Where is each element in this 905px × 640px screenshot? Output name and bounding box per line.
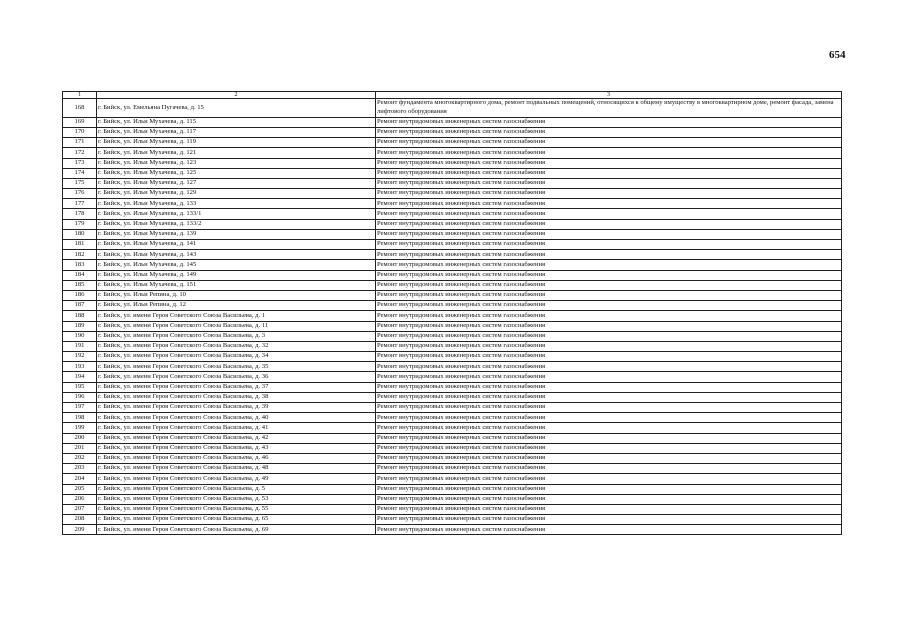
row-work-type: Ремонт внутридомовых инженерных систем газоснабжения bbox=[376, 189, 842, 199]
row-work-type: Ремонт внутридомовых инженерных систем газоснабжения bbox=[376, 158, 842, 168]
row-address: г. Бийск, ул. имени Героя Советского Союза Васильева, д. 35 bbox=[97, 362, 376, 372]
row-number: 189 bbox=[63, 321, 97, 331]
row-work-type: Ремонт внутридомовых инженерных систем газоснабжения bbox=[376, 352, 842, 362]
row-address: г. Бийск, ул. имени Героя Советского Союза Васильева, д. 38 bbox=[97, 392, 376, 402]
table-row bbox=[63, 372, 842, 382]
row-number: 183 bbox=[63, 260, 97, 270]
row-number: 201 bbox=[63, 443, 97, 453]
row-number: 191 bbox=[63, 341, 97, 351]
row-work-type: Ремонт внутридомовых инженерных систем газоснабжения bbox=[376, 504, 842, 514]
row-address: г. Бийск, ул. имени Героя Советского Союза Васильева, д. 55 bbox=[97, 504, 376, 514]
row-number: 169 bbox=[63, 117, 97, 127]
row-work-type: Ремонт внутридомовых инженерных систем газоснабжения bbox=[376, 341, 842, 351]
table-row bbox=[63, 219, 842, 229]
page-number: 654 bbox=[829, 49, 846, 61]
table-row bbox=[63, 362, 842, 372]
row-number: 202 bbox=[63, 453, 97, 463]
table-row bbox=[63, 311, 842, 321]
table-row bbox=[63, 525, 842, 535]
table-row bbox=[63, 453, 842, 463]
table-row bbox=[63, 260, 842, 270]
row-number: 175 bbox=[63, 178, 97, 188]
row-address: г. Бийск, ул. имени Героя Советского Союза Васильева, д. 5 bbox=[97, 484, 376, 494]
table-row bbox=[63, 403, 842, 413]
row-address: г. Бийск, ул. имени Героя Советского Союза Васильева, д. 42 bbox=[97, 433, 376, 443]
table-row bbox=[63, 464, 842, 474]
row-number: 192 bbox=[63, 352, 97, 362]
row-address: г. Бийск, ул. имени Героя Советского Союза Васильева, д. 65 bbox=[97, 515, 376, 525]
repair-registry-table bbox=[62, 91, 842, 535]
row-number: 190 bbox=[63, 331, 97, 341]
row-work-type: Ремонт внутридомовых инженерных систем газоснабжения bbox=[376, 148, 842, 158]
row-number: 196 bbox=[63, 392, 97, 402]
table-row bbox=[63, 138, 842, 148]
row-work-type: Ремонт внутридомовых инженерных систем газоснабжения bbox=[376, 270, 842, 280]
row-number: 197 bbox=[63, 403, 97, 413]
row-work-type: Ремонт внутридомовых инженерных систем газоснабжения bbox=[376, 484, 842, 494]
row-work-type: Ремонт внутридомовых инженерных систем газоснабжения bbox=[376, 229, 842, 239]
row-address: г. Бийск, ул. Ильи Мухачева, д. 129 bbox=[97, 189, 376, 199]
row-work-type: Ремонт фундамента многоквартирного дома, ремонт подвальных помещений, относящихся к общему имуществу в многоквартирном доме, ремонт фасада, замена лифтового оборудования bbox=[376, 99, 842, 118]
row-number: 179 bbox=[63, 219, 97, 229]
row-number: 188 bbox=[63, 311, 97, 321]
row-address: г. Бийск, ул. имени Героя Советского Союза Васильева, д. 46 bbox=[97, 453, 376, 463]
row-number: 207 bbox=[63, 504, 97, 514]
row-number: 194 bbox=[63, 372, 97, 382]
table-row bbox=[63, 413, 842, 423]
row-address: г. Бийск, ул. Ильи Мухачева, д. 127 bbox=[97, 178, 376, 188]
table-row bbox=[63, 352, 842, 362]
row-address: г. Бийск, ул. Ильи Мухачева, д. 149 bbox=[97, 270, 376, 280]
table-row bbox=[63, 148, 842, 158]
table-row bbox=[63, 474, 842, 484]
table-row bbox=[63, 189, 842, 199]
row-address: г. Бийск, ул. имени Героя Советского Союза Васильева, д. 41 bbox=[97, 423, 376, 433]
row-address: г. Бийск, ул. имени Героя Советского Союза Васильева, д. 48 bbox=[97, 464, 376, 474]
table-row bbox=[63, 331, 842, 341]
table-header-row bbox=[63, 92, 842, 99]
table-row bbox=[63, 117, 842, 127]
row-address: г. Бийск, ул. Ильи Мухачева, д. 139 bbox=[97, 229, 376, 239]
table-body bbox=[63, 99, 842, 535]
row-address: г. Бийск, ул. Ильи Мухачева, д. 141 bbox=[97, 240, 376, 250]
table-row bbox=[63, 301, 842, 311]
row-address: г. Бийск, ул. Ильи Мухачева, д. 133/1 bbox=[97, 209, 376, 219]
row-work-type: Ремонт внутридомовых инженерных систем газоснабжения bbox=[376, 464, 842, 474]
row-work-type: Ремонт внутридомовых инженерных систем газоснабжения bbox=[376, 219, 842, 229]
table-row bbox=[63, 382, 842, 392]
table-row bbox=[63, 423, 842, 433]
row-address: г. Бийск, ул. имени Героя Советского Союза Васильева, д. 37 bbox=[97, 382, 376, 392]
row-number: 195 bbox=[63, 382, 97, 392]
table-row bbox=[63, 515, 842, 525]
table-row bbox=[63, 158, 842, 168]
row-number: 206 bbox=[63, 494, 97, 504]
row-address: г. Бийск, ул. Ильи Мухачева, д. 151 bbox=[97, 280, 376, 290]
table-row bbox=[63, 341, 842, 351]
row-work-type: Ремонт внутридомовых инженерных систем газоснабжения bbox=[376, 138, 842, 148]
row-number: 208 bbox=[63, 515, 97, 525]
row-number: 180 bbox=[63, 229, 97, 239]
row-work-type: Ремонт внутридомовых инженерных систем газоснабжения bbox=[376, 392, 842, 402]
row-address: г. Бийск, ул. имени Героя Советского Союза Васильева, д. 39 bbox=[97, 403, 376, 413]
row-address: г. Бийск, ул. Ильи Мухачева, д. 133 bbox=[97, 199, 376, 209]
row-work-type: Ремонт внутридомовых инженерных систем газоснабжения bbox=[376, 413, 842, 423]
row-number: 209 bbox=[63, 525, 97, 535]
row-work-type: Ремонт внутридомовых инженерных систем газоснабжения bbox=[376, 331, 842, 341]
table-row bbox=[63, 433, 842, 443]
row-number: 171 bbox=[63, 138, 97, 148]
row-number: 170 bbox=[63, 127, 97, 137]
column-header-work-type: 3 bbox=[376, 92, 842, 99]
row-address: г. Бийск, ул. имени Героя Советского Союза Васильева, д. 36 bbox=[97, 372, 376, 382]
row-work-type: Ремонт внутридомовых инженерных систем газоснабжения bbox=[376, 290, 842, 300]
table-row bbox=[63, 290, 842, 300]
row-number: 177 bbox=[63, 199, 97, 209]
row-address: г. Бийск, ул. Ильи Мухачева, д. 145 bbox=[97, 260, 376, 270]
table-row bbox=[63, 178, 842, 188]
table-row bbox=[63, 199, 842, 209]
row-number: 200 bbox=[63, 433, 97, 443]
row-number: 205 bbox=[63, 484, 97, 494]
row-number: 198 bbox=[63, 413, 97, 423]
row-address: г. Бийск, ул. Ильи Репина, д. 12 bbox=[97, 301, 376, 311]
row-address: г. Бийск, ул. имени Героя Советского Союза Васильева, д. 43 bbox=[97, 443, 376, 453]
row-address: г. Бийск, ул. имени Героя Советского Союза Васильева, д. 49 bbox=[97, 474, 376, 484]
row-work-type: Ремонт внутридомовых инженерных систем газоснабжения bbox=[376, 301, 842, 311]
row-work-type: Ремонт внутридомовых инженерных систем газоснабжения bbox=[376, 515, 842, 525]
row-work-type: Ремонт внутридомовых инженерных систем газоснабжения bbox=[376, 372, 842, 382]
row-work-type: Ремонт внутридомовых инженерных систем газоснабжения bbox=[376, 209, 842, 219]
row-work-type: Ремонт внутридомовых инженерных систем газоснабжения bbox=[376, 453, 842, 463]
row-address: г. Бийск, ул. имени Героя Советского Союза Васильева, д. 1 bbox=[97, 311, 376, 321]
row-address: г. Бийск, ул. имени Героя Советского Союза Васильева, д. 69 bbox=[97, 525, 376, 535]
table-row bbox=[63, 270, 842, 280]
row-work-type: Ремонт внутридомовых инженерных систем газоснабжения bbox=[376, 127, 842, 137]
table-row bbox=[63, 280, 842, 290]
table-row bbox=[63, 250, 842, 260]
row-work-type: Ремонт внутридомовых инженерных систем газоснабжения bbox=[376, 362, 842, 372]
row-work-type: Ремонт внутридомовых инженерных систем газоснабжения bbox=[376, 474, 842, 484]
row-work-type: Ремонт внутридомовых инженерных систем газоснабжения bbox=[376, 433, 842, 443]
row-work-type: Ремонт внутридомовых инженерных систем газоснабжения bbox=[376, 199, 842, 209]
row-number: 204 bbox=[63, 474, 97, 484]
row-work-type: Ремонт внутридомовых инженерных систем газоснабжения bbox=[376, 311, 842, 321]
row-address: г. Бийск, ул. имени Героя Советского Союза Васильева, д. 53 bbox=[97, 494, 376, 504]
row-number: 172 bbox=[63, 148, 97, 158]
row-work-type: Ремонт внутридомовых инженерных систем газоснабжения bbox=[376, 260, 842, 270]
table-row bbox=[63, 229, 842, 239]
row-work-type: Ремонт внутридомовых инженерных систем газоснабжения bbox=[376, 168, 842, 178]
row-address: г. Бийск, ул. Ильи Мухачева, д. 143 bbox=[97, 250, 376, 260]
row-work-type: Ремонт внутридомовых инженерных систем газоснабжения bbox=[376, 117, 842, 127]
row-address: г. Бийск, ул. Ильи Мухачева, д. 123 bbox=[97, 158, 376, 168]
row-work-type: Ремонт внутридомовых инженерных систем газоснабжения bbox=[376, 280, 842, 290]
row-address: г. Бийск, ул. Ильи Репина, д. 10 bbox=[97, 290, 376, 300]
row-address: г. Бийск, ул. Ильи Мухачева, д. 125 bbox=[97, 168, 376, 178]
row-number: 178 bbox=[63, 209, 97, 219]
column-header-number: 1 bbox=[63, 92, 97, 99]
row-work-type: Ремонт внутридомовых инженерных систем газоснабжения bbox=[376, 240, 842, 250]
table-row bbox=[63, 168, 842, 178]
column-header-address: 2 bbox=[97, 92, 376, 99]
row-work-type: Ремонт внутридомовых инженерных систем газоснабжения bbox=[376, 250, 842, 260]
row-address: г. Бийск, ул. Емельяна Пугачева, д. 15 bbox=[97, 99, 376, 118]
table-row bbox=[63, 99, 842, 118]
table-row bbox=[63, 321, 842, 331]
row-address: г. Бийск, ул. имени Героя Советского Союза Васильева, д. 3 bbox=[97, 331, 376, 341]
row-work-type: Ремонт внутридомовых инженерных систем газоснабжения bbox=[376, 494, 842, 504]
row-number: 185 bbox=[63, 280, 97, 290]
row-address: г. Бийск, ул. имени Героя Советского Союза Васильева, д. 40 bbox=[97, 413, 376, 423]
row-address: г. Бийск, ул. имени Героя Советского Союза Васильева, д. 11 bbox=[97, 321, 376, 331]
row-number: 181 bbox=[63, 240, 97, 250]
row-number: 182 bbox=[63, 250, 97, 260]
row-work-type: Ремонт внутридомовых инженерных систем газоснабжения bbox=[376, 382, 842, 392]
row-number: 186 bbox=[63, 290, 97, 300]
row-work-type: Ремонт внутридомовых инженерных систем газоснабжения bbox=[376, 321, 842, 331]
row-number: 176 bbox=[63, 189, 97, 199]
table-row bbox=[63, 209, 842, 219]
table-row bbox=[63, 443, 842, 453]
row-address: г. Бийск, ул. Ильи Мухачева, д. 115 bbox=[97, 117, 376, 127]
row-number: 174 bbox=[63, 168, 97, 178]
row-address: г. Бийск, ул. имени Героя Советского Союза Васильева, д. 34 bbox=[97, 352, 376, 362]
row-number: 203 bbox=[63, 464, 97, 474]
table-row bbox=[63, 392, 842, 402]
table-row bbox=[63, 240, 842, 250]
row-number: 193 bbox=[63, 362, 97, 372]
table-row bbox=[63, 127, 842, 137]
row-address: г. Бийск, ул. Ильи Мухачева, д. 117 bbox=[97, 127, 376, 137]
row-number: 184 bbox=[63, 270, 97, 280]
row-work-type: Ремонт внутридомовых инженерных систем газоснабжения bbox=[376, 423, 842, 433]
table-row bbox=[63, 494, 842, 504]
row-number: 199 bbox=[63, 423, 97, 433]
row-work-type: Ремонт внутридомовых инженерных систем газоснабжения bbox=[376, 403, 842, 413]
row-number: 187 bbox=[63, 301, 97, 311]
row-address: г. Бийск, ул. Ильи Мухачева, д. 133/2 bbox=[97, 219, 376, 229]
row-address: г. Бийск, ул. Ильи Мухачева, д. 119 bbox=[97, 138, 376, 148]
row-address: г. Бийск, ул. Ильи Мухачева, д. 121 bbox=[97, 148, 376, 158]
table-row bbox=[63, 504, 842, 514]
row-work-type: Ремонт внутридомовых инженерных систем газоснабжения bbox=[376, 178, 842, 188]
table-row bbox=[63, 484, 842, 494]
row-number: 173 bbox=[63, 158, 97, 168]
row-number: 168 bbox=[63, 99, 97, 118]
row-address: г. Бийск, ул. имени Героя Советского Союза Васильева, д. 32 bbox=[97, 341, 376, 351]
row-work-type: Ремонт внутридомовых инженерных систем газоснабжения bbox=[376, 525, 842, 535]
row-work-type: Ремонт внутридомовых инженерных систем газоснабжения bbox=[376, 443, 842, 453]
